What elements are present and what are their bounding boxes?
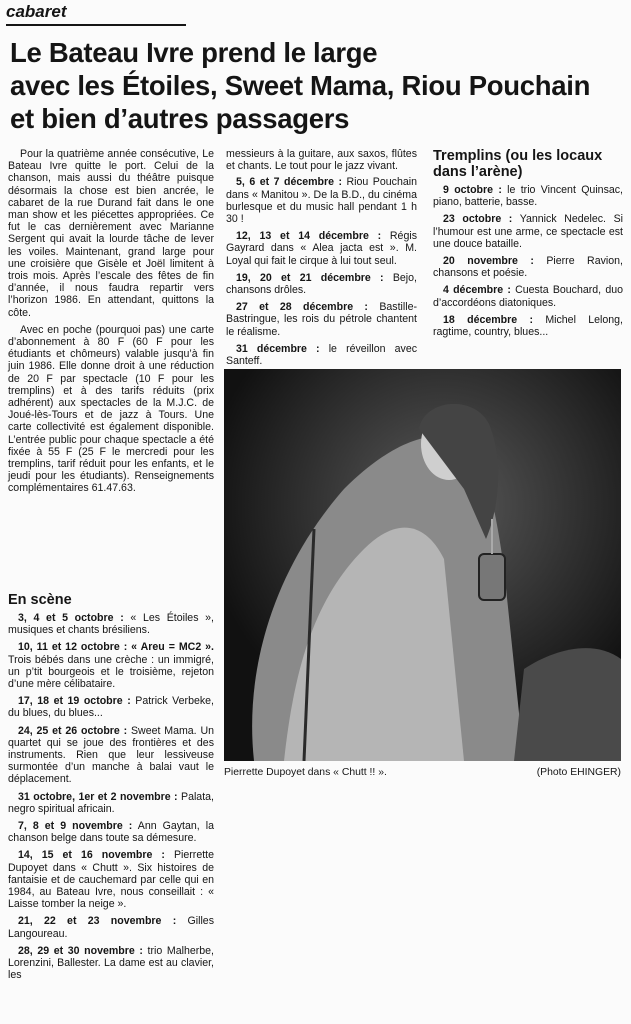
tremplins-entry (433, 255, 623, 279)
december-entry-date: 12, 13 et 14 décembre : (236, 230, 382, 243)
december-entry-date: 27 et 28 décembre : (236, 301, 368, 314)
column-intro (8, 148, 214, 500)
tremplins-entry-date: 9 octobre : (443, 184, 502, 196)
en-scene-entry-text: Pierrette Dupoyet dans « Chutt ». Six histoires de fantaisie et de cauchemard par celle qui en 1984, au Bateau Ivre, nous conseillait : « Laisse tomber la neige ». (8, 849, 215, 911)
tremplins-entry-text: Cuesta Bouchard, duo d’accordéons diatoniques. (433, 284, 623, 309)
intro-paragraph-2: Avec en poche (pourquoi pas) une carte d’abonnement à 80 F (60 F pour les étudiants et chômeurs) valable jusqu’à fin juin 1986. Elle donne droit à une réduction de 20 F par spectacle (10 F pour les tremplins) et à des tarifs réduits (prix adhérent) aux spectacles de la M.J.C. de Joué-lès-Tours et de jazz à Tours. Une carte collectivité est également disponible. L’entrée public pour chaque spectacle a été fixée à 55 F (25 F le mercredi pour les tremplins, tarif réduit pour les enfants, et le jeudi pour les étudiants). Renseignements complémentaires 61.47.63. (8, 323, 214, 495)
tremplins-entry-date: 23 octobre : (443, 213, 513, 226)
tremplins-entry (433, 184, 623, 208)
tremplins-entry-text: Michel Lelong, ragtime, country, blues... (433, 313, 623, 339)
en-scene-entry-text: Ann Gaytan, la chanson belge dans toute sa démesure. (8, 820, 214, 845)
en-scene-entry (8, 849, 214, 910)
en-scene-entry-date: 24, 25 et 26 octobre : (18, 724, 128, 737)
en-scene-entry-date: 17, 18 et 19 octobre : (18, 695, 131, 708)
en-scene-entry (8, 695, 214, 719)
tremplins-list (433, 184, 623, 338)
photo (224, 369, 621, 761)
en-scene-entry (8, 915, 214, 939)
column-december (226, 148, 417, 372)
tremplins-heading: Tremplins (ou les locaux dans l’arène) (433, 148, 603, 180)
headline-line-1: Le Bateau Ivre prend le large (10, 37, 378, 68)
en-scene-entry (8, 791, 214, 815)
en-scene-entry-date: 7, 8 et 9 novembre : (18, 820, 133, 833)
tremplins-entry-text: Pierre Ravion, chansons et poésie. (433, 255, 623, 280)
en-scene-entry (8, 945, 214, 982)
intro-paragraph-1: Pour la quatrième année consécutive, Le Bateau Ivre quitte le port. Celui de la chanson, mais aussi du théâtre puisque désormais la chose est bien ancrée, le cabaret de la rue Durand fait dans le one man show et les piécettes appropriées. Ce fut le cas dernièrement avec Marianne Sergent qui avait la lourde tâche de lever les voiles. Maintenant, grand large pour une croisière que Gisèle et Joël limitent à trois mois. Après l’escale des fêtes de fin d’année, il nous faudra repartir vers l’horizon 1986. En attendant, quittons la côte. (8, 148, 214, 319)
december-entry-text: le réveillon avec Santeff. (226, 342, 418, 368)
en-scene-entry-text: Gilles Langoureau. (8, 915, 214, 940)
december-entry (226, 272, 417, 296)
headline (10, 36, 628, 135)
photo-credit: (Photo EHINGER) (536, 767, 621, 778)
en-scene-list (8, 612, 214, 981)
tremplins-entry (433, 213, 623, 250)
en-scene-entry-text: « Les Étoiles », musiques et chants brésiliens. (8, 612, 214, 637)
december-list (226, 176, 417, 367)
december-entry-text: Bastille-Bastringue, les rois du pétrole chantent le réalisme. (226, 301, 417, 338)
december-entry (226, 301, 417, 338)
rubric-underline (6, 24, 186, 26)
en-scene-entry (8, 725, 214, 786)
december-entry-text: Régis Gayrard dans « Alea jacta est ». M. Loyal qui fait le cirque à lui tout seul. (226, 230, 417, 267)
en-scene-entry-text: Patrick Verbeke, du blues, du blues... (8, 695, 214, 720)
en-scene-entry (8, 820, 214, 844)
tremplins-entry-text: Yannick Nedelec. Si l’humour est une arme, ce spectacle est une douce bataille. (433, 213, 624, 250)
en-scene-entry-date: 3, 4 et 5 octobre : (18, 612, 124, 624)
tremplins-entry-text: le trio Vincent Quinsac, piano, batterie, basse. (433, 184, 623, 209)
column-en-scene (8, 588, 214, 986)
december-entry-date: 19, 20 et 21 décembre : (236, 271, 384, 284)
en-scene-entry (8, 641, 214, 690)
en-scene-entry (8, 612, 214, 636)
en-scene-entry-text: Sweet Mama. Un quartet qui se joue des frontières et des instruments. Rien que leur lessiveuse surmontée d’un manche à balai vaut le déplacement. (8, 724, 214, 786)
headline-line-2: avec les Étoiles, Sweet Mama, Riou Pouchain (10, 70, 591, 101)
en-scene-entry-date: 21, 22 et 23 novembre : (18, 915, 177, 928)
column-tremplins (433, 148, 623, 343)
tremplins-entry-date: 20 novembre : (443, 255, 534, 268)
en-scene-entry-date: 10, 11 et 12 octobre : « Areu = MC2 ». (18, 641, 214, 654)
en-scene-entry-date: 28, 29 et 30 novembre : (18, 944, 143, 957)
december-entry-text: Bejo, chansons drôles. (226, 271, 417, 297)
december-entry-date: 31 décembre : (236, 342, 320, 355)
en-scene-entry-date: 31 octobre, 1er et 2 novembre : (18, 790, 178, 803)
tremplins-entry (433, 284, 623, 308)
en-scene-entry-text: Palata, negro spiritual africain. (8, 790, 214, 815)
en-scene-entry-text: trio Malherbe, Lorenzini, Ballester. La dame est au clavier, les (8, 944, 214, 982)
december-entry (226, 176, 417, 225)
photo-illustration (224, 369, 621, 761)
headline-line-3: et bien d’autres passagers (10, 103, 350, 134)
en-scene-entry-date: 14, 15 et 16 novembre : (18, 849, 165, 862)
section-rubric: cabaret (6, 2, 67, 21)
continued-text: messieurs à la guitare, aux saxos, flûtes et chants. Le tout pour le jazz vivant. (226, 148, 417, 173)
december-entry-text: Riou Pouchain dans « Manitou ». De la B.D., du cinéma burlesque et du music hall pendant 1 h 30 ! (226, 176, 417, 226)
en-scene-heading: En scène (8, 592, 72, 608)
tremplins-entry (433, 314, 623, 338)
en-scene-entry-text: Trois bébés dans une crèche : un immigré, un p’tit bourgeois et le troisième, rejeton d’une mère célibataire. (8, 653, 214, 691)
tremplins-entry-date: 18 décembre : (443, 313, 533, 326)
caption-text: Pierrette Dupoyet dans « Chutt !! ». (224, 767, 387, 778)
december-entry (226, 343, 417, 367)
december-entry (226, 230, 417, 267)
tremplins-entry-date: 4 décembre : (443, 284, 511, 297)
december-entry-date: 5, 6 et 7 décembre : (236, 176, 343, 189)
